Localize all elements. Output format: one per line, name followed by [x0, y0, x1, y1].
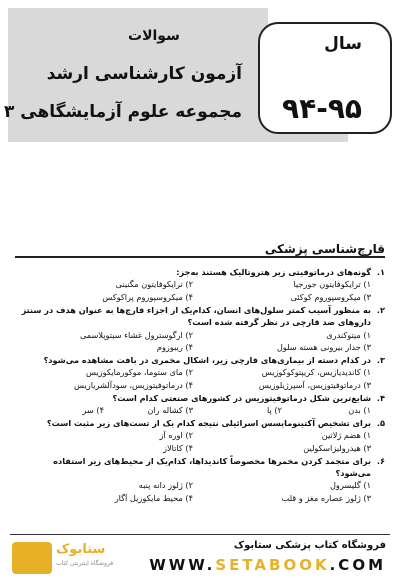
- answer-option[interactable]: ۴) محیط مایکوزیل آگار: [114, 492, 193, 503]
- question-item: [15, 392, 385, 417]
- section-title: قارچ‌شناسی پزشکی: [264, 242, 385, 256]
- answer-option[interactable]: ۴) سر: [82, 404, 104, 415]
- answer-option[interactable]: ۲) ژلوز دانه پنبه: [138, 480, 193, 491]
- footer-divider: [10, 534, 390, 535]
- answer-option[interactable]: ۳) هیدرولیزاسکولین: [303, 442, 371, 453]
- option-list: [15, 366, 385, 391]
- option-list: [15, 329, 385, 354]
- answer-option[interactable]: ۲) پا: [267, 404, 282, 415]
- questions-label: سوالات: [128, 28, 180, 44]
- answer-option[interactable]: ۳) میکروسپوروم کوکئی: [290, 291, 371, 302]
- url-prefix: WWW.: [149, 556, 216, 574]
- question-number: ۱.: [376, 267, 385, 277]
- footer: [0, 534, 400, 581]
- option-list: [15, 404, 385, 416]
- answer-option[interactable]: ۴) درماتوفیتوزیس، سودآلشریازیس: [74, 379, 193, 390]
- question-item: [15, 417, 385, 454]
- question-body: در کدام دسته از بیماری‌های قارچی زیر، اشکال مخمری در بافت مشاهده می‌شود؟: [43, 354, 371, 365]
- question-text: [15, 417, 385, 429]
- answer-option[interactable]: ۴) ریبوزوم: [156, 341, 193, 352]
- question-item: [15, 266, 385, 303]
- option-list: [15, 278, 385, 303]
- question-number: ۶.: [376, 455, 385, 466]
- question-body: برای تشخیص آکتینومایسس اسرائیلی نتیجه کدام یک از تست‌های زیر مثبت است؟: [46, 417, 371, 428]
- url-suffix: .COM: [329, 556, 386, 574]
- question-text: [15, 392, 385, 404]
- store-name: فروشگاه کتاب پزشکی ستابوک: [233, 540, 386, 551]
- logo-subtitle: فروشگاه اینترنتی کتاب: [56, 560, 114, 567]
- question-text: [15, 304, 385, 329]
- answer-option[interactable]: ۲) اوره آز: [159, 430, 193, 441]
- store-url-link[interactable]: [149, 556, 386, 574]
- answer-option[interactable]: ۲) مای ستوما، موکورمایکوزیس: [85, 367, 193, 378]
- question-body: شایع‌ترین شکل درماتوفیتوزیس در کشورهای صنعتی کدام است؟: [112, 392, 371, 403]
- option-list: [15, 479, 385, 504]
- year-range: ۹۴-۹۵: [282, 92, 362, 125]
- logo-text: ستابوک: [56, 542, 106, 557]
- question-text: [15, 354, 385, 366]
- answer-option[interactable]: ۳) کشاله ران: [147, 404, 193, 415]
- question-number: ۴.: [376, 392, 385, 403]
- question-number: ۵.: [376, 417, 385, 428]
- header-banner: [3, 8, 392, 142]
- answer-option[interactable]: ۱) گلیسرول: [329, 480, 371, 491]
- exam-subtitle: مجموعه علوم آزمایشگاهی ۳: [3, 102, 242, 122]
- question-body: برای متجمد کردن مخمرها مخصوصاً کاندیداها، کدام‌یک از محیط‌های زیر استفاده می‌شود؟: [53, 455, 371, 478]
- book-icon: [12, 542, 52, 574]
- answer-option[interactable]: ۴) میکروسپوروم پراکوکس: [102, 291, 193, 302]
- answer-option[interactable]: ۲) ارگوسترول غشاء سیتوپلاسمی: [79, 329, 193, 340]
- answer-option[interactable]: ۱) ترایکوفایتون جورجیا: [293, 279, 371, 290]
- answer-option[interactable]: ۳) جدار بیرونی هسته سلول: [276, 341, 371, 352]
- answer-option[interactable]: ۱) میتوکندری: [326, 329, 371, 340]
- answer-option[interactable]: ۱) هضم ژلاتین: [321, 430, 371, 441]
- answer-option[interactable]: ۳) ژلوز عصاره مغز و قلب: [281, 492, 371, 503]
- question-number: ۲.: [376, 304, 385, 315]
- option-list: [15, 429, 385, 454]
- question-item: [15, 354, 385, 391]
- question-text: [15, 266, 385, 278]
- question-list: [15, 266, 385, 505]
- exam-title: آزمون کارشناسی ارشد: [46, 64, 242, 84]
- section-heading: [15, 238, 385, 258]
- question-body: به منظور آسیب کمتر سلول‌های انسان، کدام‌یک از اجزاء قارچ‌ها به عنوان هدف در سنتز داروهای ضد قارچی در نظر گرفته شده است؟: [21, 304, 371, 328]
- question-item: [15, 455, 385, 505]
- question-text: [15, 455, 385, 480]
- question-body: گونه‌های درماتوفیتی زیر هتروتالیک هستند به‌جز:: [176, 267, 371, 277]
- answer-option[interactable]: ۳) درماتوفیتوزیس، آسپرژیلوزیس: [258, 379, 371, 390]
- question-number: ۳.: [376, 354, 385, 365]
- answer-option[interactable]: ۱) بدن: [348, 404, 371, 415]
- url-domain: SETABOOK: [215, 556, 330, 574]
- answer-option[interactable]: ۱) کاندیدیازیس، کریپتوکوکوزیس: [261, 367, 371, 378]
- question-item: [15, 304, 385, 354]
- answer-option[interactable]: ۲) ترایکوفایتون مگنینی: [115, 279, 193, 290]
- year-label: سال: [324, 34, 362, 54]
- answer-option[interactable]: ۴) کاتالاز: [163, 442, 193, 453]
- setabook-logo[interactable]: [12, 542, 122, 574]
